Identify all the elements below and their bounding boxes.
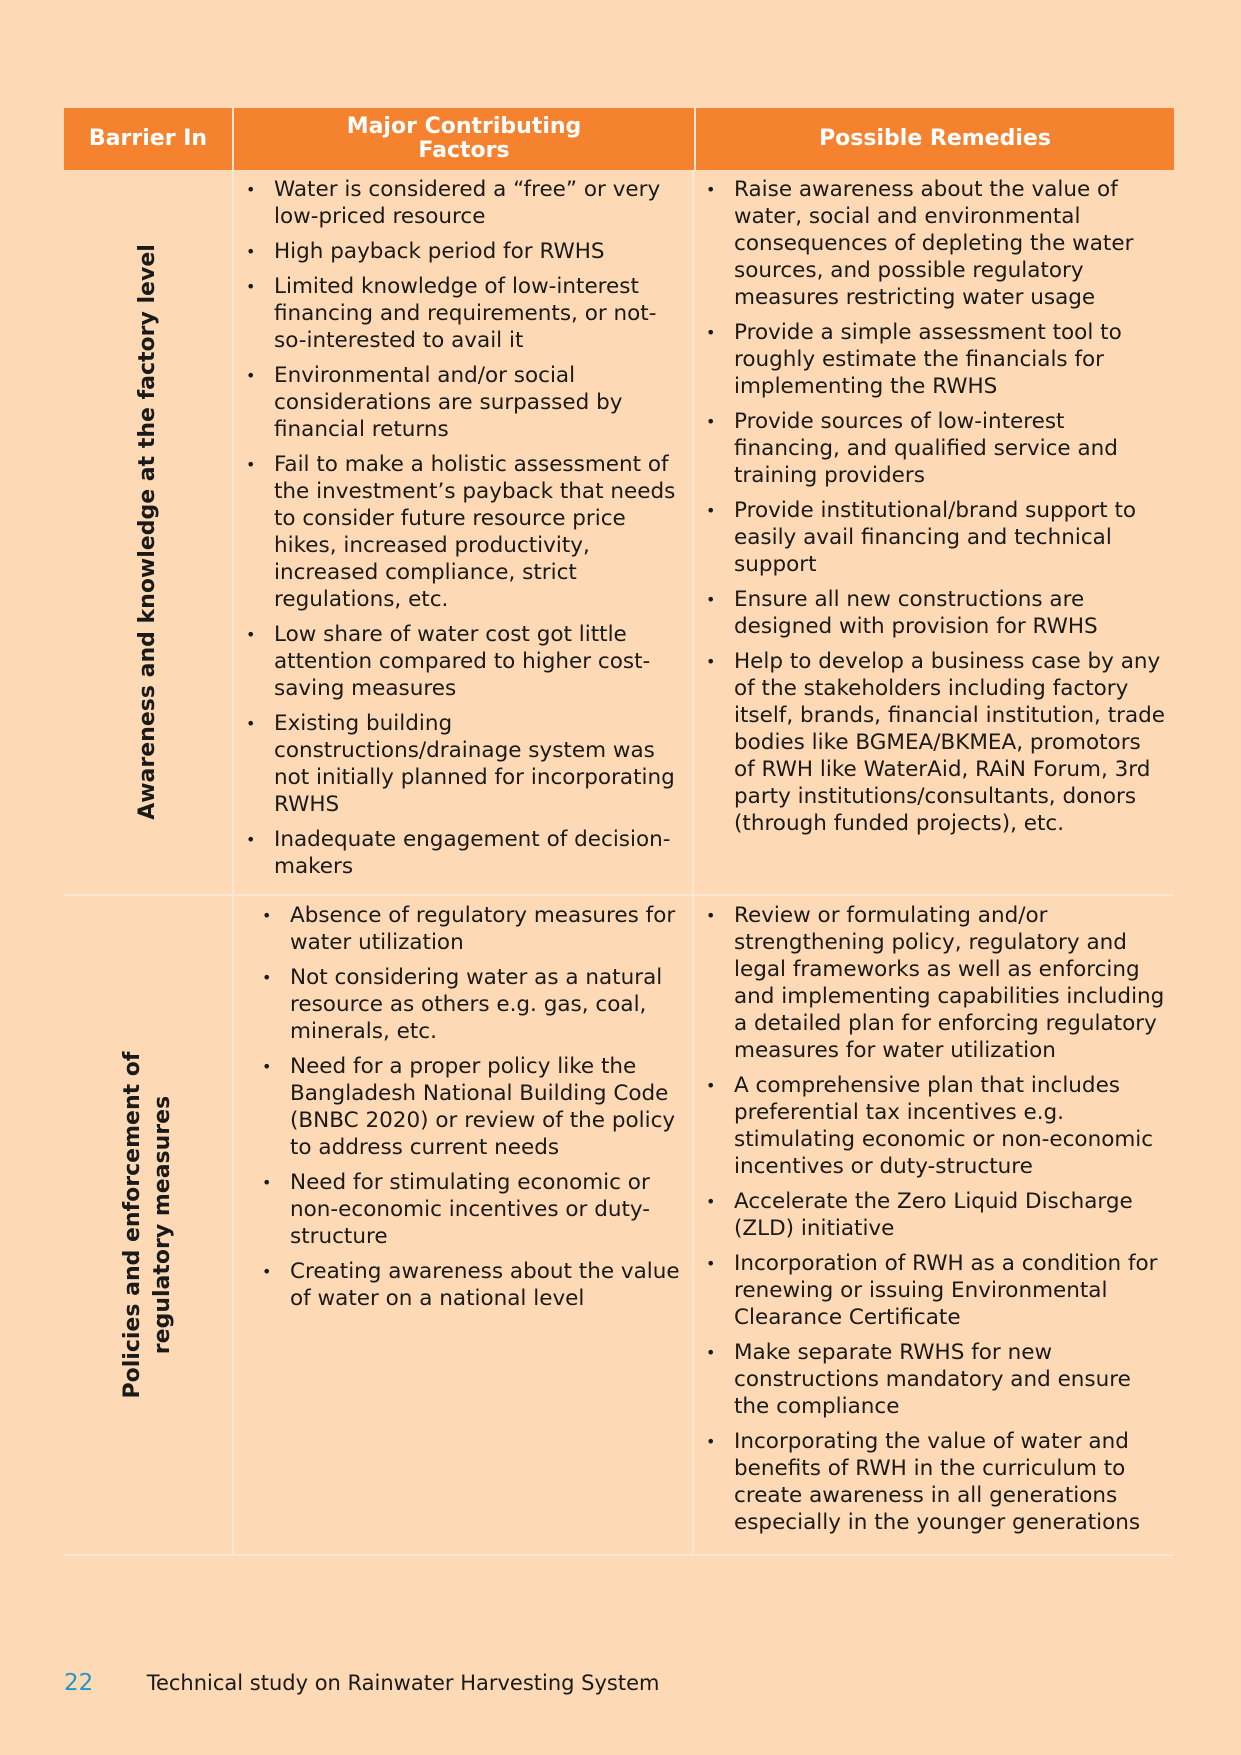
page-number: 22 [64,1670,94,1696]
list-item: • Need for stimulating economic or non-economic incentives or duty-structure [234,1169,688,1250]
factors-list [234,176,688,880]
factors-cell [234,170,694,894]
list-item: • Limited knowledge of low-interest financing and requirements, or not-so-interested to avail it [234,273,688,354]
list-item: • Provide sources of low-interest financing, and qualified service and training providers [694,408,1166,489]
table-header [64,108,1174,170]
list-item: • Provide a simple assessment tool to roughly estimate the financials for implementing the RWHS [694,319,1166,400]
barrier-cell [64,170,234,894]
page-footer [64,1670,659,1696]
header-factors: Major Contributing Factors [234,108,696,170]
list-item: • Raise awareness about the value of water, social and environmental consequences of depleting the water sources, and possible regulatory measures restricting water usage [694,176,1166,311]
list-item: • Accelerate the Zero Liquid Discharge (ZLD) initiative [694,1188,1166,1242]
list-item: • Absence of regulatory measures for water utilization [234,902,688,956]
list-item: • Low share of water cost got little attention compared to higher cost-saving measures [234,621,688,702]
barrier-label: Policies and enforcement of regulatory measures [120,1051,175,1399]
factors-cell [234,896,694,1554]
table-row [64,896,1174,1556]
remedies-cell [694,170,1174,894]
barriers-table [64,108,1174,1556]
list-item: • Environmental and/or social considerations are surpassed by financial returns [234,362,688,443]
list-item: • Help to develop a business case by any of the stakeholders including factory itself, brands, financial institution, trade bodies like BGMEA/BKMEA, promotors of RWH like WaterAid, RAiN Forum, 3rd party institutions/consultants, donors (through funded projects), etc. [694,648,1166,837]
list-item: • Provide institutional/brand support to easily avail financing and technical support [694,497,1166,578]
list-item: • Need for a proper policy like the Bangladesh National Building Code (BNBC 2020) or review of the policy to address current needs [234,1053,688,1161]
factors-list [234,902,688,1312]
barrier-cell [64,896,234,1554]
list-item: • Not considering water as a natural resource as others e.g. gas, coal, minerals, etc. [234,964,688,1045]
list-item: • Water is considered a “free” or very low-priced resource [234,176,688,230]
barrier-label: Awareness and knowledge at the factory level [135,244,160,820]
list-item: • Review or formulating and/or strengthening policy, regulatory and legal frameworks as well as enforcing and implementing capabilities including a detailed plan for enforcing regulatory measures for water utilization [694,902,1166,1064]
list-item: • Incorporation of RWH as a condition for renewing or issuing Environmental Clearance Certificate [694,1250,1166,1331]
remedies-cell [694,896,1174,1554]
table-row [64,170,1174,896]
header-remedies: Possible Remedies [819,126,1051,151]
list-item: • Inadequate engagement of decision-makers [234,826,688,880]
list-item: • Make separate RWHS for new constructions mandatory and ensure the compliance [694,1339,1166,1420]
remedies-list [694,176,1166,837]
list-item: • Creating awareness about the value of water on a national level [234,1258,688,1312]
list-item: • Existing building constructions/drainage system was not initially planned for incorporating RWHS [234,710,688,818]
remedies-list [694,902,1166,1536]
header-barrier: Barrier In [64,108,234,170]
list-item: • High payback period for RWHS [234,238,688,265]
list-item: • A comprehensive plan that includes preferential tax incentives e.g. stimulating economic or non-economic incentives or duty-structure [694,1072,1166,1180]
list-item: • Fail to make a holistic assessment of the investment’s payback that needs to consider future resource price hikes, increased productivity, increased compliance, strict regulations, etc. [234,451,688,613]
footer-title: Technical study on Rainwater Harvesting System [146,1671,660,1695]
list-item: • Ensure all new constructions are designed with provision for RWHS [694,586,1166,640]
list-item: • Incorporating the value of water and benefits of RWH in the curriculum to create awareness in all generations especially in the younger generations [694,1428,1166,1536]
